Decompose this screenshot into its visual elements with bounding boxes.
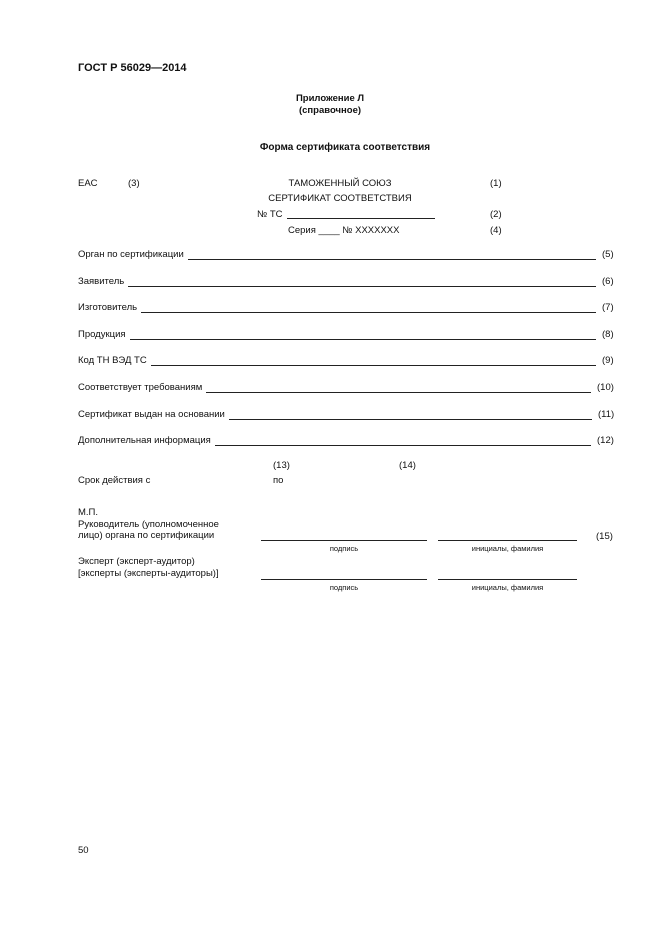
- field-line: [151, 365, 596, 366]
- expert-signature-caption: подпись: [329, 583, 359, 592]
- field-ref: (11): [598, 408, 615, 420]
- field-ref: (5): [602, 249, 614, 260]
- head-ref: (15): [596, 531, 613, 542]
- eac-ref: (3): [128, 178, 140, 189]
- validity-from-ref: (13): [273, 460, 290, 471]
- field-label: Сертификат выдан на основании: [78, 408, 225, 420]
- head-signature-caption: подпись: [329, 544, 359, 553]
- number-ref: (2): [490, 209, 502, 220]
- field-label: Код ТН ВЭД ТС: [78, 355, 147, 367]
- field-label: Изготовитель: [78, 302, 138, 314]
- union-ref: (1): [490, 178, 502, 189]
- expert-label-line1: Эксперт (эксперт-аудитор): [78, 556, 195, 567]
- series-label: Серия ____ № XXXXXXX: [288, 225, 400, 236]
- expert-name-line: [438, 579, 577, 580]
- page-number: 50: [78, 845, 89, 856]
- field-line: [215, 445, 591, 446]
- expert-label-line2: [эксперты (эксперты-аудиторы)]: [78, 568, 219, 579]
- expert-name-caption: инициалы, фамилия: [471, 583, 544, 592]
- field-line: [130, 339, 596, 340]
- field-line: [229, 419, 592, 420]
- union-title: ТАМОЖЕННЫЙ СОЮЗ: [288, 178, 392, 189]
- field-ref: (6): [602, 275, 614, 287]
- head-signature-line: [261, 540, 427, 541]
- field-label: Дополнительная информация: [78, 435, 211, 447]
- number-line: [287, 218, 435, 219]
- certificate-title: СЕРТИФИКАТ СООТВЕТСТВИЯ: [268, 193, 412, 204]
- validity-label: Срок действия с: [78, 475, 151, 486]
- document-id: ГОСТ Р 56029—2014: [78, 62, 187, 74]
- form-title: Форма сертификата соответствия: [259, 142, 431, 153]
- field-label: Соответствует требованиям: [78, 382, 203, 393]
- appendix-title: Приложение Л: [295, 93, 365, 104]
- number-label: № ТС: [257, 209, 283, 220]
- field-ref: (8): [602, 328, 614, 340]
- series-ref: (4): [490, 225, 502, 236]
- expert-signature-line: [261, 579, 427, 580]
- seal-mark: М.П.: [78, 507, 99, 518]
- head-name-line: [438, 540, 577, 541]
- field-line: [141, 312, 596, 313]
- field-label: Продукция: [78, 328, 126, 340]
- head-name-caption: инициалы, фамилия: [471, 544, 544, 553]
- field-label: Заявитель: [78, 275, 125, 287]
- head-label-line1: Руководитель (уполномоченное: [78, 519, 219, 530]
- field-line: [206, 392, 591, 393]
- field-line: [128, 286, 596, 287]
- field-ref: (7): [602, 302, 614, 314]
- field-line: [188, 259, 596, 260]
- validity-to-label: по: [273, 475, 284, 486]
- field-ref: (10): [597, 382, 614, 393]
- head-label-line2: лицо) органа по сертификации: [78, 530, 215, 541]
- validity-to-ref: (14): [399, 460, 416, 471]
- field-ref: (9): [602, 355, 614, 367]
- appendix-subtitle: (справочное): [298, 105, 362, 116]
- eac-mark: EAC: [78, 178, 98, 189]
- field-ref: (12): [597, 435, 614, 447]
- field-label: Орган по сертификации: [78, 249, 184, 260]
